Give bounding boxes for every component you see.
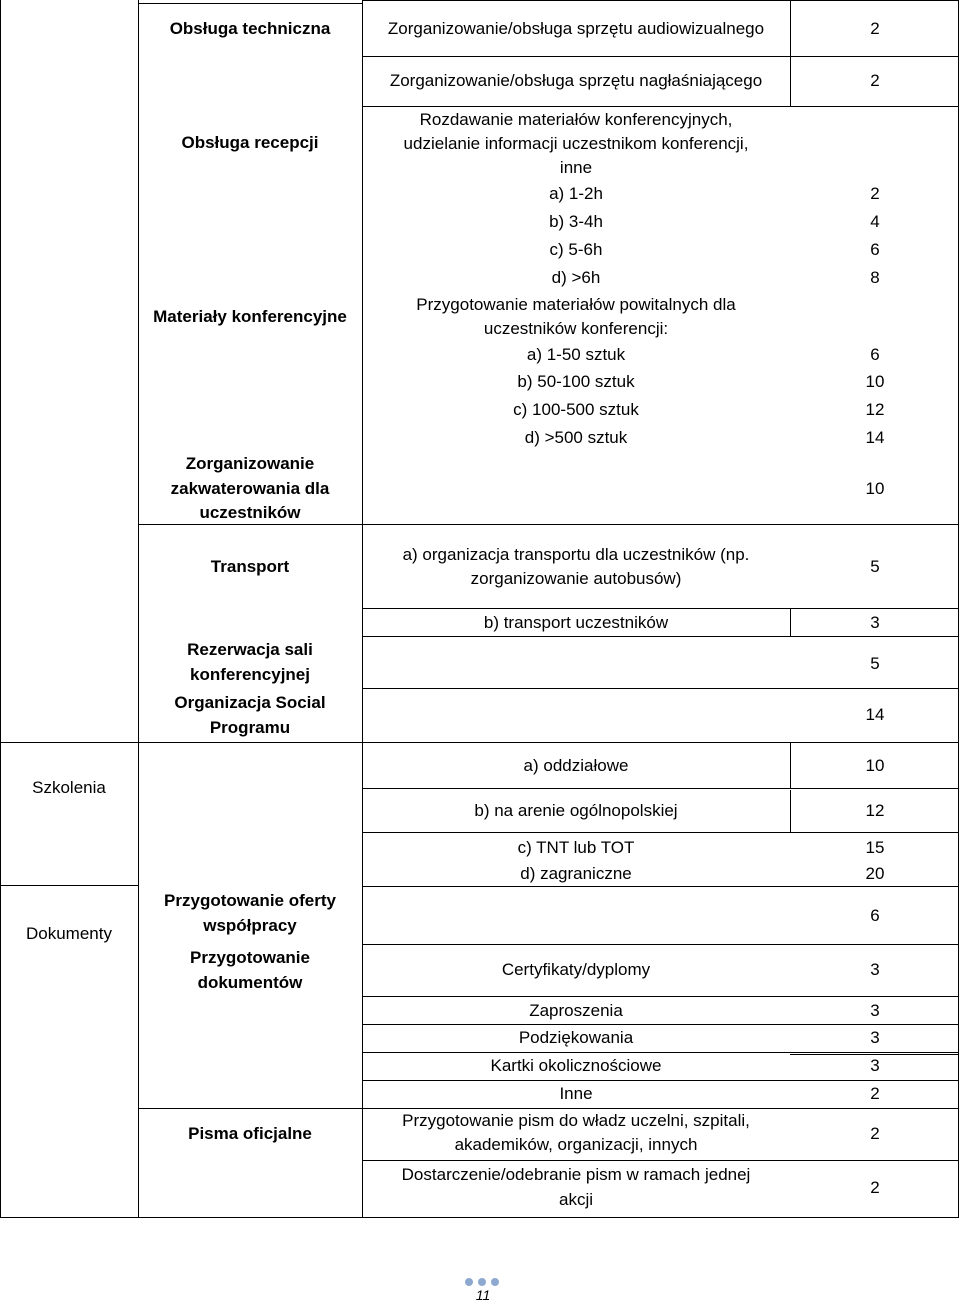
page-number: 11: [475, 1287, 491, 1303]
points-kartki: 3: [870, 1056, 880, 1075]
category-szkolenia: Szkolenia: [32, 778, 106, 797]
task-szkolenia-d: d) zagraniczne: [520, 864, 632, 883]
option-powit-b: b) 50-100 sztuk: [517, 372, 635, 391]
task-dostarczenie-line: Dostarczenie/odebranie pism w ramach jednej: [401, 1165, 751, 1184]
points-certyfikaty: 3: [870, 960, 880, 979]
section-dokumentow-line: Przygotowanie: [190, 948, 310, 967]
task-audiowizualny: Zorganizowanie/obsługa sprzętu audiowizualnego: [387, 19, 765, 38]
task-transport-a-line: zorganizowanie autobusów): [470, 569, 682, 588]
task-rozdawanie-line: Rozdawanie materiałów konferencyjnych,: [419, 110, 733, 129]
points-oferta: 6: [870, 906, 880, 925]
task-transport-a-line: a) organizacja transportu dla uczestników (np.: [402, 545, 750, 564]
points-powit-c: 12: [865, 400, 885, 419]
points-social: 14: [865, 705, 885, 724]
section-obsluga-techniczna: Obsługa techniczna: [169, 19, 331, 38]
task-certyfikaty: Certyfikaty/dyplomy: [501, 960, 651, 979]
points-szkolenia-a: 10: [865, 756, 885, 775]
section-social-line: Organizacja Social: [174, 693, 326, 712]
task-pisma-wladze-line: akademików, organizacji, innych: [454, 1135, 698, 1154]
section-dokumentow-line: dokumentów: [197, 973, 303, 992]
section-obsluga-recepcji: Obsługa recepcji: [181, 133, 319, 152]
points-podziekowania: 3: [870, 1028, 880, 1047]
section-zakwaterowanie-line: Zorganizowanie: [185, 454, 315, 473]
category-dokumenty: Dokumenty: [26, 924, 112, 943]
option-rozd-a: a) 1-2h: [549, 184, 603, 203]
task-rozdawanie-line: inne: [559, 158, 593, 177]
task-rozdawanie-line: udzielanie informacji uczestnikom konferencji,: [403, 134, 749, 153]
points-inne: 2: [870, 1084, 880, 1103]
option-powit-a: a) 1-50 sztuk: [526, 345, 626, 364]
section-oferta-line: Przygotowanie oferty: [164, 891, 336, 910]
task-szkolenia-a: a) oddziałowe: [523, 756, 629, 775]
points-szkolenia-b: 12: [865, 801, 885, 820]
section-transport: Transport: [210, 557, 290, 576]
points-rozd-b: 4: [870, 212, 880, 231]
option-powit-d: d) >500 sztuk: [524, 428, 628, 447]
points-szkolenia-c: 15: [865, 838, 885, 857]
task-podziekowania: Podziękowania: [518, 1028, 634, 1047]
points-rezerwacja: 5: [870, 654, 880, 673]
points-zaproszenia: 3: [870, 1001, 880, 1020]
section-oferta-line: współpracy: [203, 916, 297, 935]
points-zakwaterowanie: 10: [865, 479, 885, 498]
task-kartki: Kartki okolicznościowe: [490, 1056, 662, 1075]
points-naglasniajacy: 2: [870, 71, 880, 90]
task-dostarczenie-line: akcji: [558, 1190, 593, 1209]
option-rozd-b: b) 3-4h: [549, 212, 603, 231]
points-audiowizualny: 2: [870, 19, 880, 38]
points-rozd-d: 8: [870, 268, 880, 287]
task-inne: Inne: [559, 1084, 593, 1103]
option-rozd-d: d) >6h: [551, 268, 601, 287]
task-szkolenia-b: b) na arenie ogólnopolskiej: [474, 801, 678, 820]
section-rezerwacja-line: Rezerwacja sali: [187, 640, 313, 659]
points-powit-a: 6: [870, 345, 880, 364]
section-zakwaterowanie-line: zakwaterowania dla: [170, 479, 330, 498]
task-zaproszenia: Zaproszenia: [529, 1001, 623, 1020]
section-zakwaterowanie-line: uczestników: [199, 503, 301, 522]
points-rozd-c: 6: [870, 240, 880, 259]
points-szkolenia-d: 20: [865, 864, 885, 883]
task-naglasniajacy: Zorganizowanie/obsługa sprzętu nagłaśniającego: [389, 71, 763, 90]
points-powit-b: 10: [865, 372, 885, 391]
section-pisma-oficjalne: Pisma oficjalne: [188, 1124, 312, 1143]
task-pisma-wladze-line: Przygotowanie pism do władz uczelni, szpitali,: [402, 1111, 750, 1130]
points-rozd-a: 2: [870, 184, 880, 203]
section-rezerwacja-line: konferencyjnej: [190, 665, 310, 684]
points-dostarczenie: 2: [870, 1178, 880, 1197]
task-szkolenia-c: c) TNT lub TOT: [517, 838, 635, 857]
option-rozd-c: c) 5-6h: [549, 240, 603, 259]
section-social-line: Programu: [209, 718, 291, 737]
task-powit-line: Przygotowanie materiałów powitalnych dla: [416, 295, 736, 314]
points-pisma-wladze: 2: [870, 1124, 880, 1143]
task-transport-b: b) transport uczestników: [483, 613, 669, 632]
option-powit-c: c) 100-500 sztuk: [513, 400, 639, 419]
section-materialy-konferencyjne: Materiały konferencyjne: [153, 307, 347, 326]
points-transport-b: 3: [870, 613, 880, 632]
points-transport-a: 5: [870, 557, 880, 576]
points-powit-d: 14: [865, 428, 885, 447]
task-powit-line: uczestników konferencji:: [483, 319, 669, 338]
